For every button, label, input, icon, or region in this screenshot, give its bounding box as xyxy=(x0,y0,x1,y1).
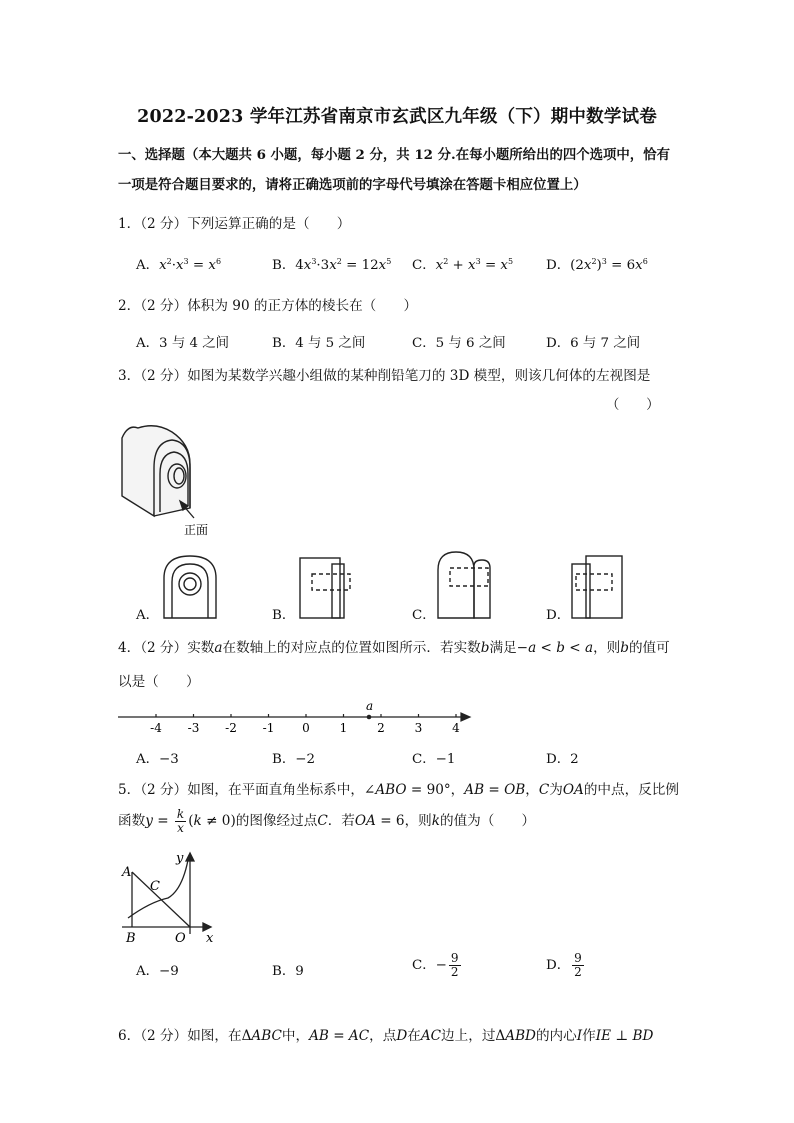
q3-front-label: 正面 xyxy=(184,523,209,537)
q4-point-a xyxy=(367,715,372,720)
q4-point-a-label: a xyxy=(366,699,374,713)
q5-option-d: D． $\frac{9}{2}$ xyxy=(546,951,582,979)
question-3-stem: 3．（2 分）如图为某数学兴趣小组做的某种削铅笔刀的 3D 模型，则该几何体的左视图是 xyxy=(118,368,651,384)
q3-option-d-figure xyxy=(568,552,628,622)
q3-option-d-label: D． xyxy=(546,608,571,623)
question-5-stem-line-1: 5．（2 分）如图，在平面直角坐标系中，∠ABO = 90°，AB = OB，C为OA的中点，反比例 xyxy=(118,782,679,798)
q3-option-b-figure xyxy=(296,552,356,622)
question-2-stem: 2．（2 分）体积为 90 的正方体的棱长在（ ） xyxy=(118,298,418,314)
section-header-line-2: 一项是符合题目要求的，请将正确选项前的字母代号填涂在答题卡相应位置上） xyxy=(118,177,587,193)
q5-option-c: C．− $\frac{9}{2}$ xyxy=(412,951,459,979)
q1-option-b: B．$4x^3\cdot 3x^2 = 12x^5$ xyxy=(272,257,392,273)
q2-option-a: A．3 与 4 之间 xyxy=(136,336,230,351)
question-1-stem: 1．（2 分）下列运算正确的是（ ） xyxy=(118,216,351,232)
q3-option-b-label: B． xyxy=(272,608,296,623)
q3-option-a-figure xyxy=(160,552,220,622)
q5-coordinate-figure xyxy=(118,850,228,946)
q4-option-c: C．−1 xyxy=(412,752,456,767)
q2-option-b: B．4 与 5 之间 xyxy=(272,336,366,351)
q5-label-b: B xyxy=(126,931,136,946)
q4-tick-label: -2 xyxy=(225,721,237,735)
question-4-stem-line-1: 4．（2 分）实数a在数轴上的对应点的位置如图所示．若实数b满足−a < b < a，则b的值可 xyxy=(118,640,670,656)
section-header-line-1: 一、选择题（本大题共 6 小题，每小题 2 分，共 12 分.在每小题所给出的四个选项中，恰有 xyxy=(118,147,670,163)
q5-label-o: O xyxy=(175,931,186,946)
q2-option-c: C．5 与 6 之间 xyxy=(412,336,506,351)
q5-label-a: A xyxy=(122,865,132,880)
q4-number-line xyxy=(118,700,478,740)
q3-answer-paren: （ ） xyxy=(606,398,660,413)
q4-tick-label: 3 xyxy=(414,721,423,735)
question-5-stem-line-2: 函数y = $\frac{k}{x}$ (k ≠ 0)的图像经过点C．若OA = 6，则k的值为（ ） xyxy=(118,807,536,835)
q4-tick-label: -4 xyxy=(150,721,162,735)
q2-option-d: D．6 与 7 之间 xyxy=(546,336,641,351)
q4-tick-label: 1 xyxy=(339,721,348,735)
q5-label-x: x xyxy=(206,931,214,946)
q5-option-b: B．9 xyxy=(272,964,304,979)
q4-tick-label: 2 xyxy=(377,721,385,735)
q4-option-a: A．−3 xyxy=(136,752,179,767)
q3-option-c-label: C． xyxy=(412,608,436,623)
q3-option-a-label: A． xyxy=(136,608,160,623)
q5-label-c: C xyxy=(150,879,160,894)
q4-option-b: B．−2 xyxy=(272,752,315,767)
q1-option-c: C．$x^2 + x^3 = x^5$ xyxy=(412,257,514,273)
q5-label-y: y xyxy=(176,851,184,866)
q4-tick-label: 4 xyxy=(452,721,460,735)
q4-tick-label: 0 xyxy=(302,721,310,735)
q5-option-a: A．−9 xyxy=(136,964,179,979)
q4-tick-label: -1 xyxy=(262,721,275,735)
q4-tick-label: -3 xyxy=(187,721,200,735)
page-title: 2022-2023 学年江苏省南京市玄武区九年级（下）期中数学试卷 xyxy=(137,107,657,127)
question-4-stem-line-2: 以是（ ） xyxy=(118,674,200,690)
q1-option-d: D．$(2x^2)^3 = 6x^6$ xyxy=(546,257,648,273)
q3-option-c-figure xyxy=(434,548,498,622)
q3-3d-model-figure xyxy=(110,420,220,540)
question-6-stem: 6．（2 分）如图，在ΔABC中，AB = AC，点D在AC边上，过ΔABD的内心I作IE ⊥ BD xyxy=(118,1028,654,1044)
q1-option-a: A．$x^2\cdot x^3 = x^6$ xyxy=(136,257,222,273)
q4-option-d: D．2 xyxy=(546,752,579,767)
